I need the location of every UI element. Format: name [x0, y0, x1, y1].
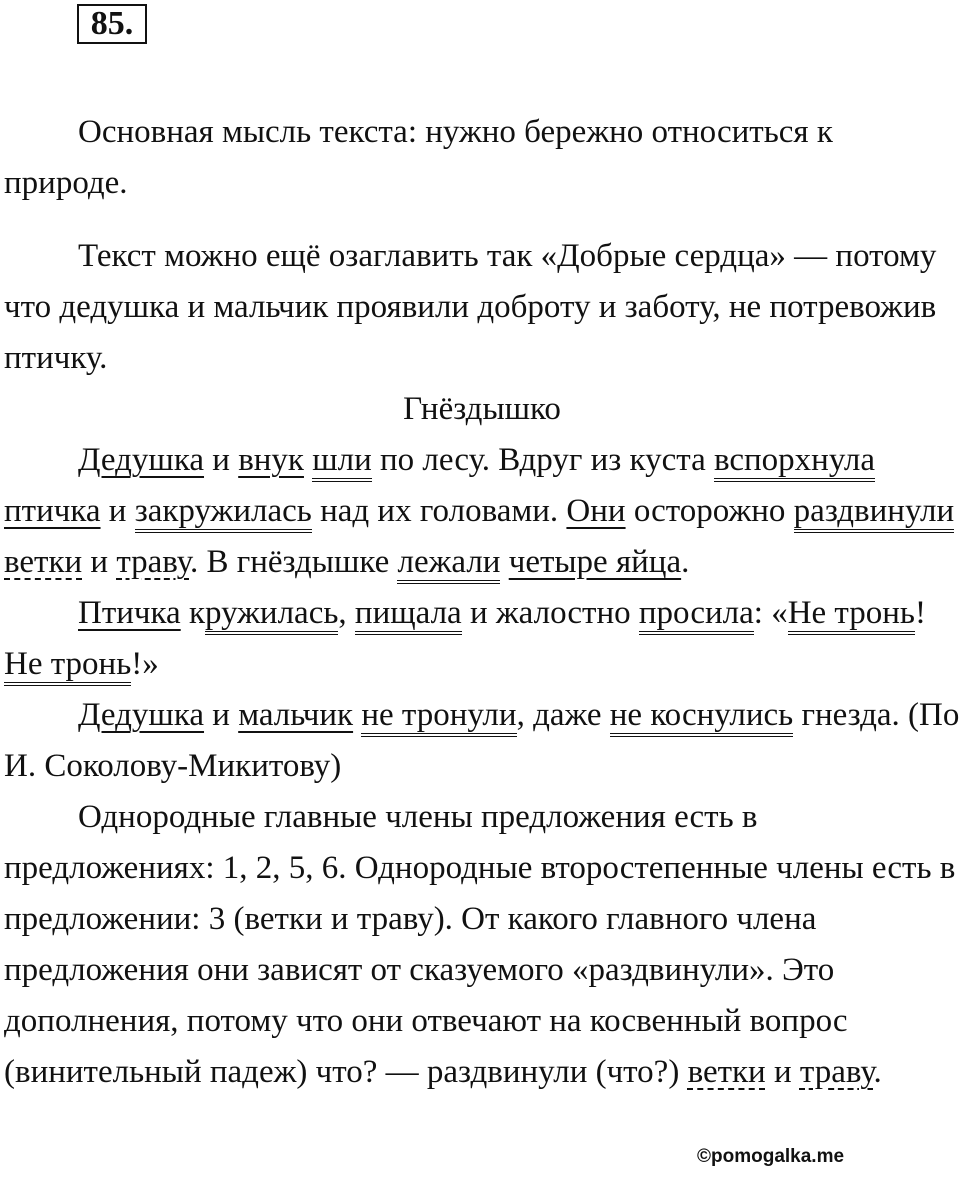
predicate-word: вспорхнула	[714, 442, 875, 482]
text-fragment: по лесу. Вдруг из куста	[371, 442, 714, 478]
predicate-word: лежали	[397, 544, 500, 584]
object-word: траву	[799, 1054, 874, 1090]
text-fragment: !	[914, 595, 926, 631]
text-fragment: .	[873, 1054, 882, 1090]
text-fragment: . В гнёздышке	[189, 544, 398, 580]
analysis-text: Однородные главные члены предложения есть в предложениях: 1, 2, 5, 6. Однородные второстепенные члены есть в предложении: 3 (ветки и траву). От какого главного члена предложения они зависят от сказуемого «раздвинули». Это дополнения, потому что они отвечают на косвенный вопрос (винительный падеж) что? — раздвинули (что?)	[4, 799, 956, 1090]
text-fragment	[304, 442, 312, 478]
text-fragment: гнезда. (По И. Соколову-Микитову)	[4, 697, 960, 784]
predicate-word: просила	[639, 595, 754, 635]
text-fragment: и	[765, 1054, 800, 1090]
story-paragraph-1	[4, 435, 960, 588]
text-fragment: ,	[338, 595, 355, 631]
object-word: ветки	[687, 1054, 766, 1090]
text-fragment: и жалостно	[461, 595, 639, 631]
text-fragment: , даже	[516, 697, 610, 733]
text-fragment: и	[82, 544, 117, 580]
text-fragment: к	[180, 595, 205, 631]
story-paragraph-3	[4, 690, 960, 792]
predicate-word: раздвинули	[794, 493, 954, 533]
text-fragment: .	[681, 544, 690, 580]
object-word: ветки	[4, 544, 83, 580]
predicate-word: не коснулись	[610, 697, 793, 737]
text-fragment: : «	[753, 595, 788, 631]
subject-word: Они	[566, 493, 626, 529]
watermark: ©pomogalka.me	[697, 1146, 845, 1167]
paragraph-main-idea: Основная мысль текста: нужно бережно относиться к природе.	[4, 114, 833, 201]
text-fragment: и	[100, 493, 135, 529]
predicate-word: Не тронь	[4, 646, 131, 686]
subject-word: Дедушка	[78, 697, 205, 733]
predicate-word: шли	[312, 442, 372, 482]
predicate-word: закружилась	[135, 493, 312, 533]
story-title: Гнёздышко	[403, 391, 561, 427]
story-paragraph-2	[4, 588, 960, 690]
predicate-word: не тронули	[361, 697, 516, 737]
object-word: траву	[116, 544, 190, 580]
text-fragment: !»	[131, 646, 159, 682]
predicate-word: Не тронь	[788, 595, 915, 635]
text-fragment: над их головами.	[311, 493, 567, 529]
text-fragment: осторожно	[625, 493, 794, 529]
paragraph-title-suggestion: Текст можно ещё озаглавить так «Добрые сердца» — потому что дедушка и мальчик проявили доброту и заботу, не потревожив птичку.	[4, 238, 937, 376]
paragraph-analysis	[4, 792, 960, 1098]
text-fragment: и	[204, 442, 239, 478]
text-fragment: и	[204, 697, 239, 733]
predicate-word: пищала	[355, 595, 462, 635]
subject-word: четыре яйца	[508, 544, 682, 580]
subject-word: Дедушка	[78, 442, 205, 478]
subject-word: внук	[238, 442, 304, 478]
text-fragment	[500, 544, 508, 580]
subject-word: мальчик	[238, 697, 354, 733]
subject-word: Птичка	[78, 595, 181, 631]
predicate-word: ружилась	[205, 595, 338, 635]
subject-word: птичка	[4, 493, 101, 529]
document-body	[4, 107, 960, 1098]
task-number: 85.	[77, 4, 147, 44]
